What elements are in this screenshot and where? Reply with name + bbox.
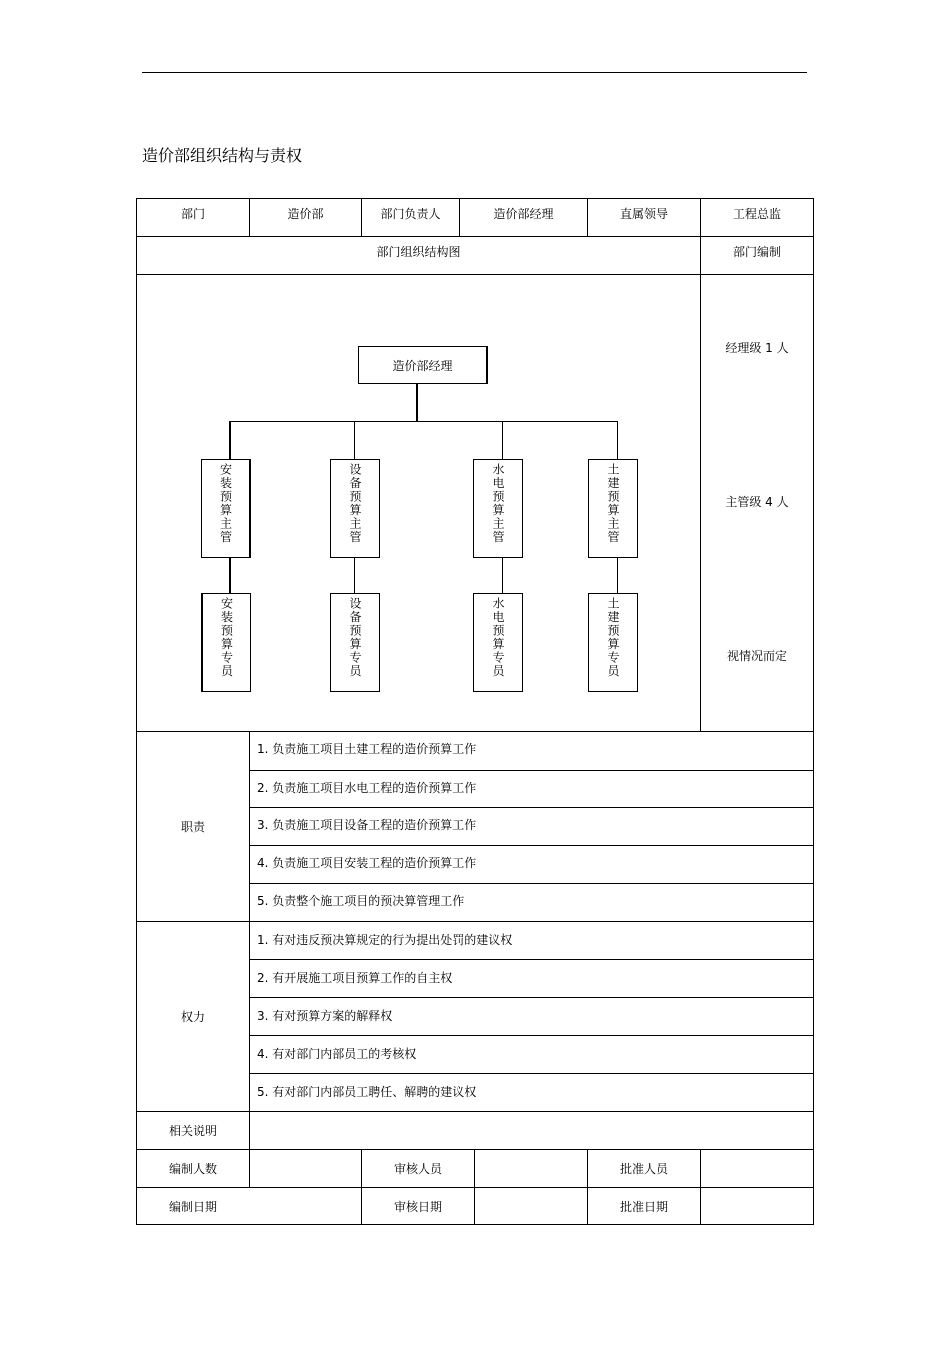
notes-value xyxy=(250,1112,813,1149)
approver-value xyxy=(701,1150,813,1187)
connector-line xyxy=(502,557,503,593)
dept-label: 部门 xyxy=(180,207,205,221)
connector-line xyxy=(502,421,503,459)
approve-date-value xyxy=(701,1188,813,1225)
superior-value: 工程总监 xyxy=(732,207,781,221)
org-node-label: 安装预算专员 xyxy=(219,597,234,678)
top-rule xyxy=(142,72,807,73)
powers-label: 权力 xyxy=(180,1009,205,1024)
approver-label: 批准人员 xyxy=(619,1161,668,1176)
connector-line xyxy=(229,557,231,593)
connector-line xyxy=(229,421,618,422)
duty-item: 3. 负责施工项目设备工程的造价预算工作 xyxy=(257,817,477,832)
dept-head-label: 部门负责人 xyxy=(380,207,441,221)
connector-line xyxy=(354,557,355,593)
compiler-count-label: 编制人数 xyxy=(168,1161,217,1176)
org-node-specialist xyxy=(201,593,251,692)
org-node-supervisor xyxy=(473,459,523,558)
org-node-specialist xyxy=(588,593,638,692)
connector-line xyxy=(617,557,618,593)
org-node-manager xyxy=(358,346,488,384)
duty-item: 4. 负责施工项目安装工程的造价预算工作 xyxy=(257,855,477,870)
power-item: 2. 有开展施工项目预算工作的自主权 xyxy=(257,970,453,985)
compiler-count-value xyxy=(250,1150,361,1187)
dept-head-value: 造价部经理 xyxy=(493,207,554,221)
duty-item: 2. 负责施工项目水电工程的造价预算工作 xyxy=(257,780,477,795)
org-node-label: 设备预算专员 xyxy=(348,597,362,678)
staffing-manager: 经理级 1 人 xyxy=(725,341,789,355)
compile-date-value xyxy=(250,1188,361,1225)
connector-line xyxy=(416,384,418,422)
org-chart-heading: 部门组织结构图 xyxy=(376,245,461,259)
staffing-supervisor: 主管级 4 人 xyxy=(725,495,789,509)
reviewer-label: 审核人员 xyxy=(393,1161,442,1176)
staffing-specialist: 视情况而定 xyxy=(726,649,787,663)
power-item: 3. 有对预算方案的解释权 xyxy=(257,1008,393,1023)
duty-item: 1. 负责施工项目土建工程的造价预算工作 xyxy=(257,741,477,756)
approve-date-label: 批准日期 xyxy=(619,1199,668,1214)
org-node-specialist xyxy=(330,593,380,692)
row-divider xyxy=(136,274,814,275)
power-item: 5. 有对部门内部员工聘任、解聘的建议权 xyxy=(257,1084,477,1099)
compile-date-label: 编制日期 xyxy=(168,1199,217,1214)
connector-line xyxy=(229,421,231,459)
power-item: 1. 有对违反预决算规定的行为提出处罚的建议权 xyxy=(257,932,513,947)
org-node-label: 土建预算专员 xyxy=(606,597,620,678)
org-node-label: 设备预算主管 xyxy=(348,463,362,544)
org-node-label: 造价部经理 xyxy=(392,358,453,373)
duty-item: 5. 负责整个施工项目的预决算管理工作 xyxy=(257,893,465,908)
review-date-value xyxy=(475,1188,587,1225)
power-item: 4. 有对部门内部员工的考核权 xyxy=(257,1046,417,1061)
staffing-heading: 部门编制 xyxy=(732,245,781,259)
org-node-label: 水电预算专员 xyxy=(491,597,505,678)
dept-value: 造价部 xyxy=(287,207,324,221)
superior-label: 直属领导 xyxy=(619,207,668,221)
review-date-label: 审核日期 xyxy=(393,1199,442,1214)
org-node-supervisor xyxy=(330,459,380,558)
reviewer-value xyxy=(475,1150,587,1187)
document-title: 造价部组织结构与责权 xyxy=(142,146,303,165)
connector-line xyxy=(354,421,355,459)
org-node-supervisor xyxy=(588,459,638,558)
org-node-supervisor xyxy=(201,459,251,558)
notes-label: 相关说明 xyxy=(168,1123,217,1138)
org-node-label: 安装预算主管 xyxy=(218,463,233,544)
org-node-label: 水电预算主管 xyxy=(491,463,505,544)
org-node-specialist xyxy=(473,593,523,692)
connector-line xyxy=(617,421,618,459)
duties-label: 职责 xyxy=(180,819,205,834)
org-node-label: 土建预算主管 xyxy=(606,463,620,544)
